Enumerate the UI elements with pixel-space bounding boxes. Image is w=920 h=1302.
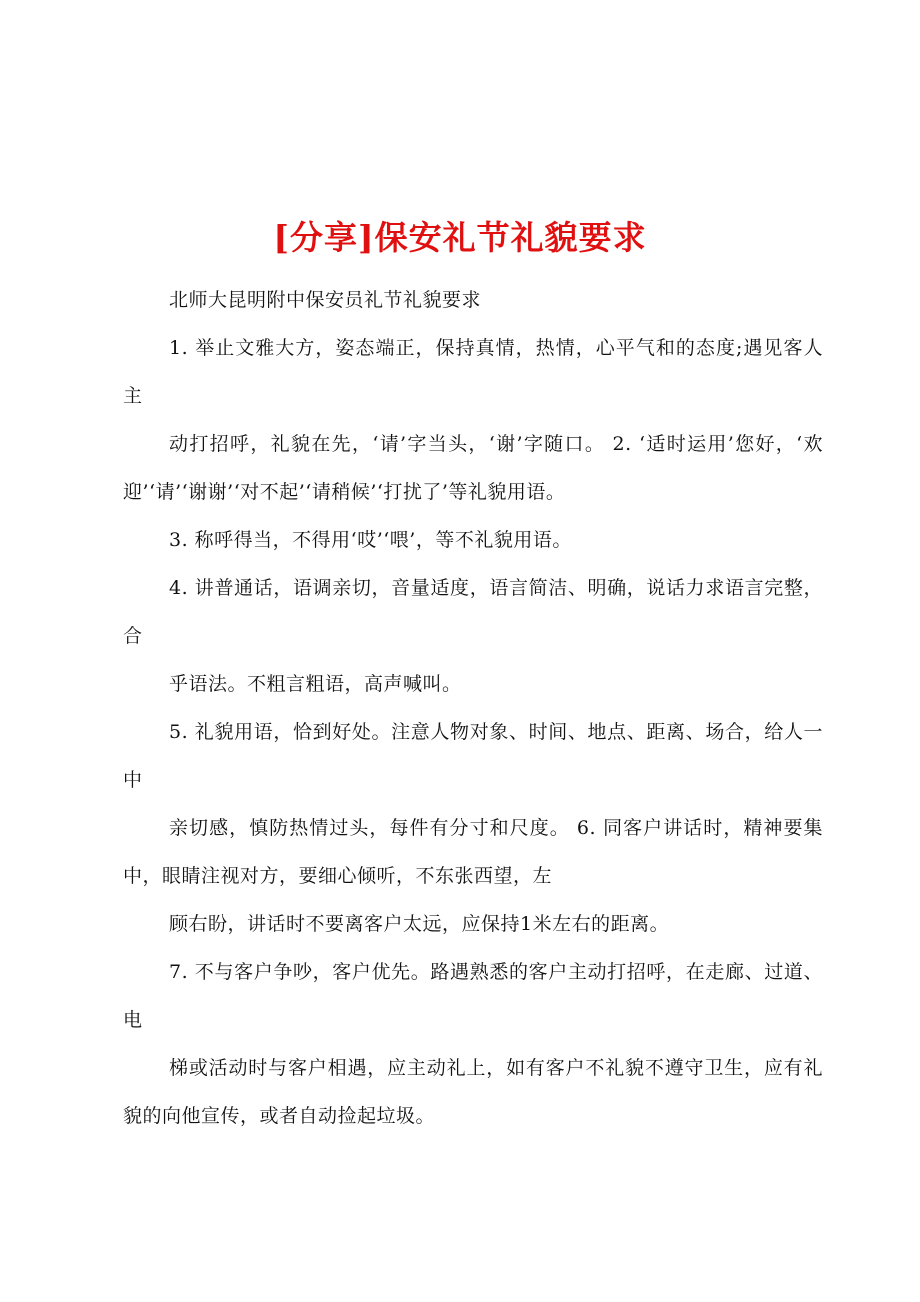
paragraph-item-4: 4. 讲普通话，语调亲切，音量适度，语言简洁、明确，说话力求语言完整，合	[123, 577, 823, 647]
paragraph-item-1: 1. 举止文雅大方，姿态端正，保持真情，热情，心平气和的态度;遇见客人主	[123, 337, 823, 407]
paragraph-item-7: 7. 不与客户争吵，客户优先。路遇熟悉的客户主动打招呼，在走廊、过道、电	[123, 961, 823, 1031]
paragraph-item-6-continued: 顾右盼，讲话时不要离客户太远，应保持1米左右的距离。	[169, 913, 670, 935]
paragraph-item-5: 5. 礼貌用语，恰到好处。注意人物对象、时间、地点、距离、场合，给人一中	[123, 721, 823, 791]
paragraph-intro: 北师大昆明附中保安员礼节礼貌要求	[169, 289, 482, 311]
paragraph-item-1-continued: 动打招呼，礼貌在先，‘请’字当头，‘谢’字随口。 2. ‘适时运用’您好，‘欢迎’‘请’‘谢谢’‘对不起’‘请稍候’‘打扰了’等礼貌用语。	[123, 433, 823, 503]
document-body	[123, 276, 823, 1140]
paragraph-item-7-continued: 梯或活动时与客户相遇，应主动礼上，如有客户不礼貌不遵守卫生，应有礼貌的向他宣传，或者自动捡起垃圾。	[123, 1057, 823, 1127]
paragraph-item-3: 3. 称呼得当，不得用‘哎’‘喂’，等不礼貌用语。	[169, 529, 572, 551]
paragraph-item-4-continued: 乎语法。不粗言粗语，高声喊叫。	[169, 673, 462, 695]
paragraph-item-5-continued: 亲切感，慎防热情过头，每件有分寸和尺度。 6. 同客户讲话时，精神要集中，眼睛注视对方，要细心倾听，不东张西望，左	[123, 817, 823, 887]
document-title: [分享]保安礼节礼貌要求	[273, 218, 647, 258]
